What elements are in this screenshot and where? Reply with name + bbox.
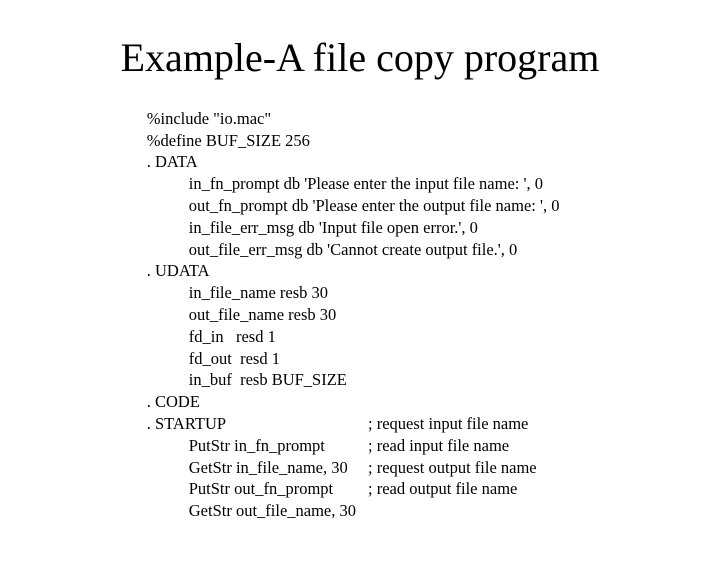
code-line-out-fn-prompt xyxy=(122,173,682,215)
code-comment: ; read input file name xyxy=(368,435,510,455)
code-line-fd-in xyxy=(122,304,682,346)
code-comment: ; request input file name xyxy=(368,413,529,433)
code-text: PutStr in_fn_prompt xyxy=(188,435,325,455)
code-line-include xyxy=(122,86,682,128)
code-text: GetStr out_file_name, 30 xyxy=(188,501,357,521)
code-line-fd-out xyxy=(122,326,682,368)
code-text: in_buf resb BUF_SIZE xyxy=(188,370,347,390)
code-comment: ; read output file name xyxy=(368,479,518,499)
code-line-getstr-out-file-name xyxy=(122,478,682,521)
code-text: . CODE xyxy=(146,392,200,412)
code-text: . STARTUP xyxy=(146,413,227,433)
code-line-code-section xyxy=(122,369,682,412)
code-line-in-file-name xyxy=(122,260,682,303)
slide-title: Example-A file copy program xyxy=(120,35,600,80)
code-text: fd_out resd 1 xyxy=(188,348,280,368)
code-line-out-file-err-msg xyxy=(122,217,682,259)
code-text: . UDATA xyxy=(146,261,210,281)
code-text: . DATA xyxy=(146,152,198,172)
code-listing xyxy=(122,86,682,521)
code-line-in-file-err-msg xyxy=(122,195,682,237)
code-text: out_file_err_msg db 'Cannot create output file.', 0 xyxy=(188,239,518,259)
code-text: out_file_name resb 30 xyxy=(188,304,337,324)
code-text: in_file_err_msg db 'Input file open error.', 0 xyxy=(188,217,478,237)
code-line-data-section xyxy=(122,130,682,172)
code-line-define xyxy=(122,108,682,150)
code-text: fd_in resd 1 xyxy=(188,326,276,346)
code-line-in-fn-prompt xyxy=(122,151,682,194)
code-text: out_fn_prompt db 'Please enter the output file name: ', 0 xyxy=(188,195,560,215)
code-text: GetStr in_file_name, 30 xyxy=(188,457,348,477)
code-line-udata-section xyxy=(122,239,682,281)
code-text: PutStr out_fn_prompt xyxy=(188,479,334,499)
code-comment: ; request output file name xyxy=(368,457,537,477)
code-text: in_file_name resb 30 xyxy=(188,283,329,303)
code-text: in_fn_prompt db 'Please enter the input file name: ', 0 xyxy=(188,174,543,194)
code-line-in-buf xyxy=(122,348,682,390)
code-line-out-file-name xyxy=(122,282,682,324)
code-text: %define BUF_SIZE 256 xyxy=(146,130,310,150)
code-text: %include "io.mac" xyxy=(146,108,272,128)
